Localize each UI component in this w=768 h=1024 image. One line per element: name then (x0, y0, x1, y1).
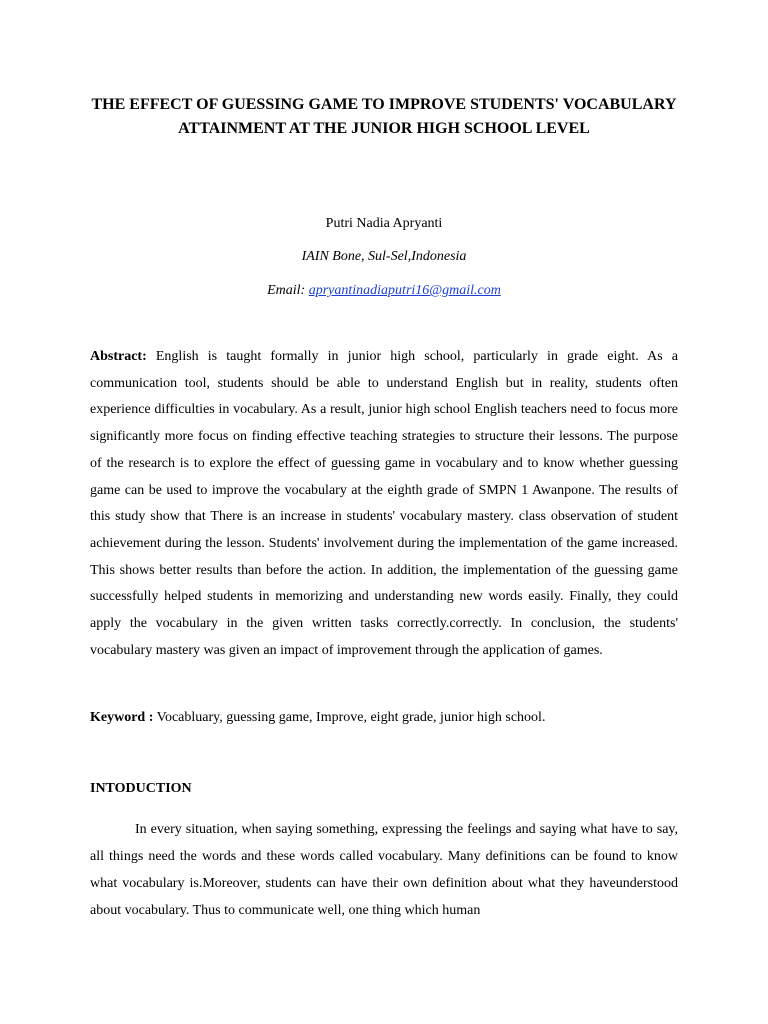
abstract-label: Abstract: (90, 349, 147, 364)
keyword-text: Vocabluary, guessing game, Improve, eight grade, junior high school. (153, 710, 546, 725)
author-email-line (80, 281, 688, 301)
keyword-label: Keyword : (90, 710, 154, 725)
abstract-text: English is taught formally in junior high school, particularly in grade eight. As a communication tool, students should be able to understand English but in reality, students often experience difficulties in vocabulary. As a result, junior high school English teachers need to focus more significantly more focus on finding effective teaching strategies to structure their lessons. The purpose of the research is to explore the effect of guessing game in vocabulary and to know whether guessing game can be used to improve the vocabulary at the eighth grade of SMPN 1 Awanpone. The results of this study show that There is an increase in students' vocabulary mastery. class observation of student achievement during the lesson. Students' involvement during the implementation of the game increased. This shows better results than before the action. In addition, the implementation of the guessing game successfully helped students in memorizing and understanding new words easily. Finally, they could apply the vocabulary in the given written tasks correctly.correctly. In conclusion, the students' vocabulary mastery was given an impact of improvement through the application of games. (90, 349, 678, 658)
email-link[interactable]: apryantinadiaputri16@gmail.com (308, 283, 501, 298)
author-name: Putri Nadia Apryanti (325, 216, 443, 231)
abstract-paragraph (90, 344, 678, 664)
introduction-paragraph: In every situation, when saying something, expressing the feelings and saying what have to say, all things need the words and these words called vocabulary. Many definitions can be found to know what vocabulary is.Moreover, students can have their own definition about what they haveunderstood about vocabulary. Thus to communicate well, one thing which human (90, 822, 678, 918)
keyword-paragraph (90, 705, 678, 732)
paper-title: THE EFFECT OF GUESSING GAME TO IMPROVE STUDENTS' VOCABULARY ATTAINMENT AT THE JUNIOR HIGH SCHOOL LEVEL (91, 96, 677, 137)
email-label: Email: (267, 283, 309, 298)
section-heading-introduction: INTODUCTION (90, 781, 192, 796)
author-affiliation: IAIN Bone, Sul-Sel,Indonesia (301, 249, 467, 264)
